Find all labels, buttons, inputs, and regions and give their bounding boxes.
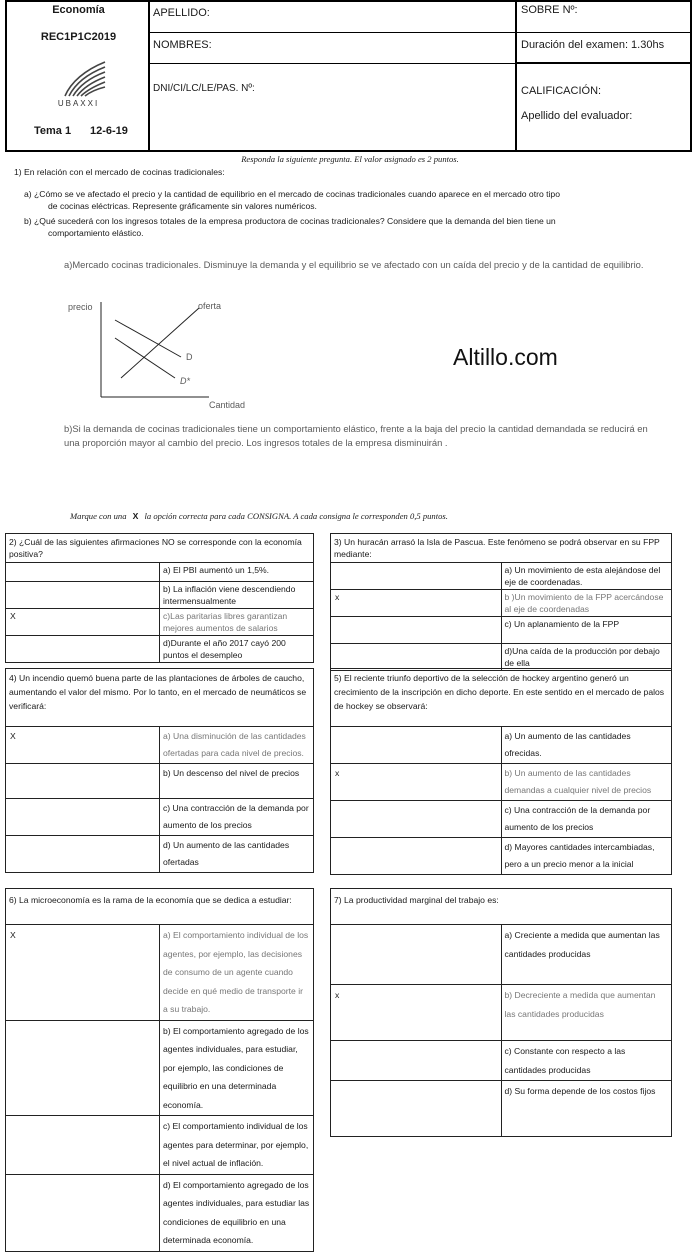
evaluador-label: Apellido del evaluador: [521, 110, 633, 122]
q6-mark-d[interactable] [6, 1174, 160, 1251]
exam-header [5, 0, 692, 152]
q6-table [5, 888, 314, 1252]
q5-mark-d[interactable] [331, 838, 502, 875]
duracion-field [515, 33, 690, 64]
exam-date: 12-6-19 [90, 125, 128, 137]
q1a-text-2: de cocinas eléctricas. Represente gráficamente sin valores numéricos. [48, 201, 317, 211]
q7-mark-a[interactable] [331, 925, 502, 985]
q3-option-text: d)Una caída de la producción por debajo de ella [501, 644, 672, 671]
q5-option-b[interactable] [331, 764, 672, 801]
q3-option-text: a) Un movimiento de esta alejándose del eje de coordenadas. [501, 563, 672, 590]
q3-option-a[interactable] [331, 563, 672, 590]
q6-option-b[interactable] [6, 1020, 314, 1116]
q4-option-text: a) Una disminución de las cantidades ofertadas para cada nivel de precios. [160, 727, 314, 764]
graph-oferta-label: oferta [198, 301, 222, 311]
q1a-answer: a)Mercado cocinas tradicionales. Disminuye la demanda y el equilibrio se ve afectado con un caída del precio y de la cantidad de equilibrio. [64, 259, 644, 270]
q2-table [5, 533, 314, 663]
sobre-label: SOBRE Nº: [521, 4, 578, 16]
q2-option-text: d)Durante el año 2017 cayó 200 puntos el desempleo [160, 636, 314, 663]
q7-option-text: b) Decreciente a medida que aumentan las cantidades producidas [501, 985, 672, 1041]
mc-instruction [70, 510, 448, 522]
apellido-field[interactable] [150, 2, 515, 33]
q7-option-text: a) Creciente a medida que aumentan las cantidades producidas [501, 925, 672, 985]
q2-option-text: c)Las paritarias libres garantizan mejores aumentos de salarios [160, 609, 314, 636]
dni-label: DNI/CI/LC/LE/PAS. Nº: [153, 83, 255, 94]
q2-option-text: b) La inflación viene descendiendo intermensualmente [160, 582, 314, 609]
q3-mark-c[interactable] [331, 617, 502, 644]
q3-title: 3) Un huracán arrasó la Isla de Pascua. Este fenómeno se podrá observar en su FPP mediante: [331, 534, 672, 563]
header-left-block [7, 2, 150, 150]
q5-option-text: d) Mayores cantidades intercambiadas, pero a un precio menor a la inicial [501, 838, 672, 875]
q2-option-c[interactable] [6, 609, 314, 636]
q3-option-text: c) Un aplanamiento de la FPP [501, 617, 672, 644]
tema-label: Tema 1 [34, 125, 72, 137]
q2-title: 2) ¿Cuál de las siguientes afirmaciones NO se corresponde con la economía positiva? [6, 534, 314, 563]
q6-mark-b[interactable] [6, 1020, 160, 1116]
q7-mark-d[interactable] [331, 1081, 502, 1137]
q4-option-text: c) Una contracción de la demanda por aumento de los precios [160, 799, 314, 836]
q5-option-a[interactable] [331, 727, 672, 764]
mc-instruction-post: la opción correcta para cada CONSIGNA. A cada consigna le corresponden 0,5 puntos. [144, 511, 448, 521]
q2-mark-a[interactable] [6, 563, 160, 582]
q5-option-text: a) Un aumento de las cantidades ofrecidas. [501, 727, 672, 764]
q4-mark-a[interactable]: X [6, 727, 160, 764]
q3-option-d[interactable] [331, 644, 672, 671]
q3-mark-a[interactable] [331, 563, 502, 590]
ubaxxi-logo-icon [59, 58, 109, 98]
q4-option-c[interactable] [6, 799, 314, 836]
q4-table [5, 668, 314, 873]
q3-table [330, 533, 672, 671]
sobre-field[interactable] [515, 2, 690, 33]
q6-option-d[interactable] [6, 1174, 314, 1251]
q4-mark-d[interactable] [6, 836, 160, 873]
q7-table [330, 888, 672, 1137]
q6-mark-c[interactable] [6, 1116, 160, 1175]
q5-option-text: b) Un aumento de las cantidades demandas a cualquier nivel de precios [501, 764, 672, 801]
q7-option-d[interactable] [331, 1081, 672, 1137]
graph-precio-label: precio [68, 302, 93, 312]
q7-option-c[interactable] [331, 1041, 672, 1081]
q4-option-b[interactable] [6, 764, 314, 799]
nombres-label: NOMBRES: [153, 39, 212, 51]
q6-option-text: a) El comportamiento individual de los agentes, por ejemplo, las decisiones de consumo de un agente cuando decide en qué medio de transporte ir a su trabajo. [160, 925, 314, 1021]
q4-mark-c[interactable] [6, 799, 160, 836]
q2-option-b[interactable] [6, 582, 314, 609]
q6-option-text: b) El comportamiento agregado de los agentes individuales, para estudiar, por ejemplo, las condiciones de equilibrio en una determinada economía. [160, 1020, 314, 1116]
q7-title: 7) La productividad marginal del trabajo es: [331, 889, 672, 925]
q1b-answer: b)Si la demanda de cocinas tradicionales tiene un comportamiento elástico, frente a la baja del precio la cantidad demandada se reducirá en una proporción mayor al cambio del precio. Los ingresos totales de la empresa disminuirán . [64, 423, 648, 448]
apellido-label: APELLIDO: [153, 7, 210, 19]
q2-option-a[interactable] [6, 563, 314, 582]
q6-option-c[interactable] [6, 1116, 314, 1175]
q7-option-text: d) Su forma depende de los costos fijos [501, 1081, 672, 1137]
q2-mark-c[interactable]: X [6, 609, 160, 636]
q7-option-text: c) Constante con respecto a las cantidades producidas [501, 1041, 672, 1081]
q5-option-text: c) Una contracción de la demanda por aumento de los precios [501, 801, 672, 838]
new-demand-line [115, 338, 175, 378]
dni-field[interactable] [150, 64, 515, 150]
demand-line [115, 320, 181, 357]
q6-mark-a[interactable]: X [6, 925, 160, 1021]
q7-mark-b[interactable]: x [331, 985, 502, 1041]
q5-option-c[interactable] [331, 801, 672, 838]
q4-mark-b[interactable] [6, 764, 160, 799]
q7-option-b[interactable] [331, 985, 672, 1041]
q5-title: 5) El reciente triunfo deportivo de la selección de hockey argentino generó un crecimiento de la inscripción en dicho deporte. En este sentido en el mercado de palos de hockey se observará: [331, 669, 672, 727]
watermark-text: Altillo.com [453, 344, 558, 370]
exam-code: REC1P1C2019 [40, 31, 117, 43]
q2-mark-b[interactable] [6, 582, 160, 609]
q6-option-a[interactable] [6, 925, 314, 1021]
q1b-text-2: comportamiento elástico. [48, 228, 144, 238]
q1-title: 1) En relación con el mercado de cocinas tradicionales: [14, 167, 225, 177]
q1a-text: a) ¿Cómo se ve afectado el precio y la cantidad de equilibrio en el mercado de cocinas tradicionales cuando aparece en el mercado otro tipo [24, 189, 560, 199]
q1b-text: b) ¿Qué sucederá con los ingresos totales de la empresa productora de cocinas tradicionales? Considere que la demanda del bien tiene un [24, 216, 556, 226]
duracion-label: Duración del examen: 1.30hs [521, 39, 665, 51]
subject-title: Economía [52, 4, 105, 16]
graph-cantidad-label: Cantidad [209, 400, 246, 410]
q7-option-a[interactable] [331, 925, 672, 985]
calificacion-label: CALIFICACIÓN: [521, 85, 602, 97]
q5-mark-c[interactable] [331, 801, 502, 838]
q6-option-text: c) El comportamiento individual de los agentes para determinar, por ejemplo, el nivel actual de inflación. [160, 1116, 314, 1175]
q5-table [330, 668, 672, 875]
q4-title: 4) Un incendio quemó buena parte de las plantaciones de árboles de caucho, aumentando el valor del mismo. Por lo tanto, en el mercado de neumáticos se verificará: [6, 669, 314, 727]
q5-mark-b[interactable]: x [331, 764, 502, 801]
q2-option-d[interactable] [6, 636, 314, 663]
q4-option-text: d) Un aumento de las cantidades ofertadas [160, 836, 314, 873]
calificacion-box[interactable] [515, 64, 690, 150]
q4-option-d[interactable] [6, 836, 314, 873]
q3-option-c[interactable] [331, 617, 672, 644]
q3-option-text: b )Un movimiento de la FPP acercándose al eje de coordenadas [501, 590, 672, 617]
q4-option-a[interactable] [6, 727, 314, 764]
q3-mark-d[interactable] [331, 644, 502, 671]
q1-instruction: Responda la siguiente pregunta. El valor asignado es 2 puntos. [241, 154, 459, 164]
nombres-field[interactable] [150, 33, 515, 64]
q6-option-text: d) El comportamiento agregado de los agentes individuales, para estudiar las condiciones de equilibrio en una determinada economía. [160, 1174, 314, 1251]
mc-instruction-x: X [132, 511, 139, 521]
graph-d-label: D [186, 352, 193, 362]
graph-d1-label: D* [180, 376, 191, 386]
q3-mark-b[interactable]: x [331, 590, 502, 617]
q6-title: 6) La microeconomía es la rama de la economía que se dedica a estudiar: [6, 889, 314, 925]
mc-instruction-pre: Marque con una [70, 511, 127, 521]
supply-demand-graph [95, 300, 215, 400]
logo-text: UBAXXI [57, 99, 100, 108]
q4-option-text: b) Un descenso del nivel de precios [160, 764, 314, 799]
q3-option-b[interactable] [331, 590, 672, 617]
q5-option-d[interactable] [331, 838, 672, 875]
q2-option-text: a) El PBI aumentó un 1,5%. [160, 563, 314, 582]
q5-mark-a[interactable] [331, 727, 502, 764]
q7-mark-c[interactable] [331, 1041, 502, 1081]
q2-mark-d[interactable] [6, 636, 160, 663]
